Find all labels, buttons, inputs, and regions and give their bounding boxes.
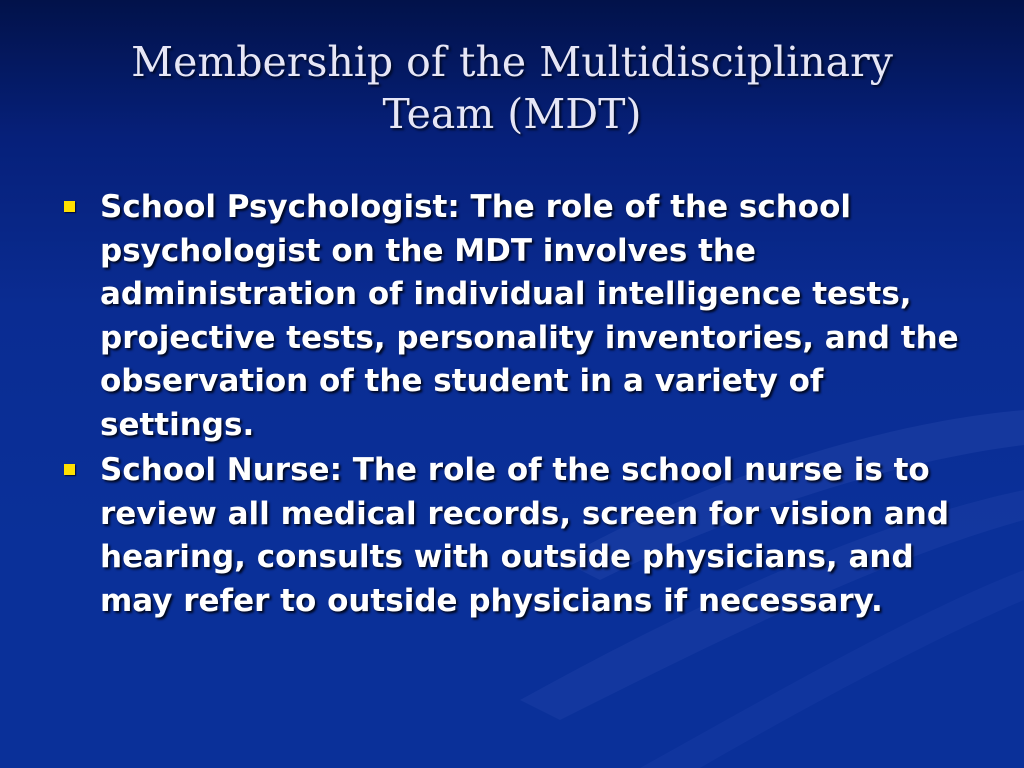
bullet-item-school-psychologist: [62, 186, 962, 447]
title-line-1: Membership of the Multidisciplinary: [131, 38, 893, 86]
bullet-item-school-nurse: [62, 449, 962, 623]
bullet-text: School Nurse: The role of the school nurse is to review all medical records, screen for vision and hearing, consults with outside physicians, and may refer to outside physicians if necessary.: [100, 452, 950, 619]
square-bullet-icon: [64, 201, 75, 212]
bullet-text: School Psychologist: The role of the school psychologist on the MDT involves the administration of individual intelligence tests, projective tests, personality inventories, and the observation of the student in a variety of settings.: [100, 189, 959, 443]
slide-title: [20, 36, 1004, 140]
bullet-list: [62, 186, 962, 625]
square-bullet-icon: [64, 464, 75, 475]
title-line-2: Team (MDT): [382, 90, 642, 138]
